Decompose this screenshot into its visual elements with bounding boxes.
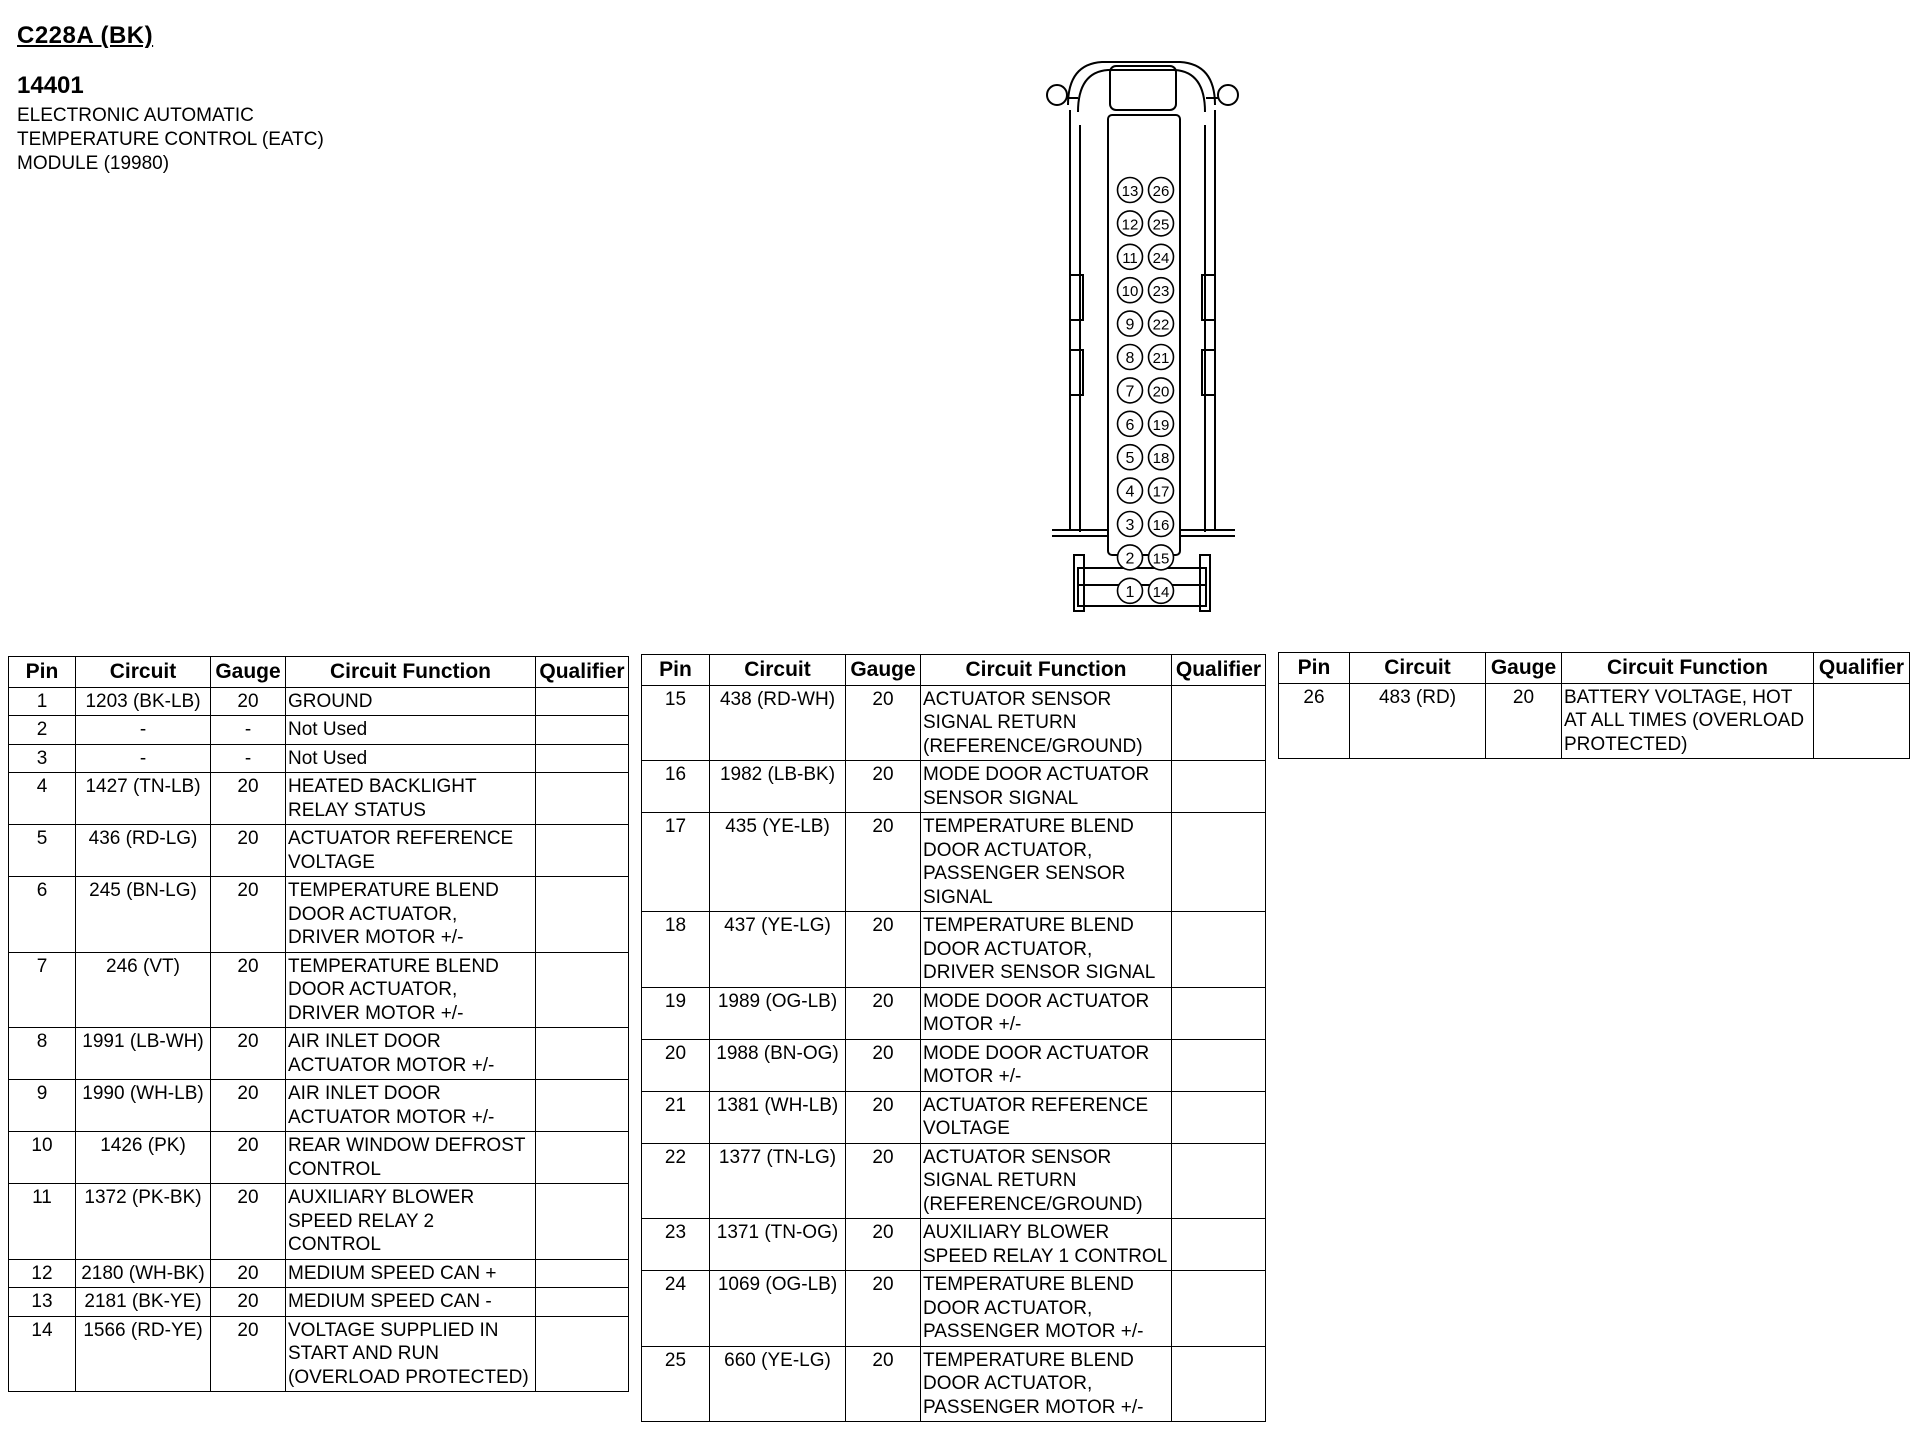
cell-pin: 12	[9, 1259, 76, 1288]
cell-circuit: 436 (RD-LG)	[76, 825, 211, 877]
cell-gauge: 20	[846, 1271, 921, 1347]
table-row	[9, 716, 629, 745]
cell-gauge: 20	[211, 952, 286, 1028]
table-row	[1279, 683, 1910, 759]
table-row	[9, 1184, 629, 1260]
cell-function: TEMPERATURE BLEND DOOR ACTUATOR, PASSENGER MOTOR +/-	[921, 1271, 1172, 1347]
table-row	[9, 825, 629, 877]
cell-pin: 16	[642, 761, 710, 813]
cell-qualifier	[1172, 685, 1266, 761]
table-row	[9, 1288, 629, 1317]
pin-number-label: 8	[1125, 350, 1135, 367]
column-header-pin: Pin	[642, 655, 710, 686]
pin-number-label: 15	[1152, 550, 1170, 568]
column-header-gauge: Gauge	[211, 657, 286, 688]
cell-gauge: 20	[211, 773, 286, 825]
cell-gauge: 20	[846, 1219, 921, 1271]
cell-gauge: 20	[211, 877, 286, 953]
table-header	[642, 655, 1266, 686]
cell-pin: 15	[642, 685, 710, 761]
table-row	[642, 912, 1266, 988]
cell-pin: 5	[9, 825, 76, 877]
cell-gauge: -	[211, 716, 286, 745]
pin-number-label: 4	[1125, 483, 1135, 501]
cell-circuit: 1371 (TN-OG)	[710, 1219, 846, 1271]
cell-pin: 4	[9, 773, 76, 825]
cell-circuit: 437 (YE-LG)	[710, 912, 846, 988]
column-header-pin: Pin	[9, 657, 76, 688]
document-header	[17, 22, 324, 176]
cell-gauge: 20	[211, 1184, 286, 1260]
cell-qualifier	[536, 825, 629, 877]
cell-gauge: 20	[211, 825, 286, 877]
cell-gauge: 20	[846, 1143, 921, 1219]
cell-function: TEMPERATURE BLEND DOOR ACTUATOR, PASSENGER MOTOR +/-	[921, 1346, 1172, 1422]
cell-qualifier	[536, 744, 629, 773]
pin-number-label: 3	[1125, 517, 1135, 534]
cell-gauge: 20	[211, 1132, 286, 1184]
cell-qualifier	[1172, 1091, 1266, 1143]
table-header	[9, 657, 629, 688]
cell-qualifier	[536, 1028, 629, 1080]
cell-pin: 17	[642, 813, 710, 912]
table-row	[642, 685, 1266, 761]
cell-pin: 11	[9, 1184, 76, 1260]
table-row	[642, 1039, 1266, 1091]
cell-function: MODE DOOR ACTUATOR SENSOR SIGNAL	[921, 761, 1172, 813]
cell-pin: 22	[642, 1143, 710, 1219]
pin-number-label: 6	[1125, 416, 1135, 434]
cell-circuit: 245 (BN-LG)	[76, 877, 211, 953]
pin-number-label: 18	[1152, 450, 1170, 468]
connector-pins	[1118, 178, 1174, 604]
pin-number-label: 19	[1152, 416, 1170, 434]
pinout-table-2	[641, 654, 1266, 1422]
cell-qualifier	[536, 1132, 629, 1184]
pin-number-label: 13	[1121, 183, 1139, 200]
table-row	[642, 1219, 1266, 1271]
cell-function: TEMPERATURE BLEND DOOR ACTUATOR, DRIVER SENSOR SIGNAL	[921, 912, 1172, 988]
cell-pin: 3	[9, 744, 76, 773]
cell-function: AIR INLET DOOR ACTUATOR MOTOR +/-	[286, 1080, 536, 1132]
column-header-circuit: Circuit	[1350, 653, 1486, 684]
cell-function: VOLTAGE SUPPLIED IN START AND RUN (OVERLOAD PROTECTED)	[286, 1316, 536, 1392]
cell-gauge: 20	[846, 1091, 921, 1143]
cell-qualifier	[536, 1288, 629, 1317]
column-header-circuit: Circuit	[76, 657, 211, 688]
table-row	[642, 987, 1266, 1039]
column-header-circuit: Circuit	[710, 655, 846, 686]
cell-circuit: 1991 (LB-WH)	[76, 1028, 211, 1080]
column-header-pin: Pin	[1279, 653, 1350, 684]
pinout-table-3	[1278, 652, 1910, 759]
pin-number-label: 14	[1152, 583, 1170, 601]
column-header-qualifier: Qualifier	[1172, 655, 1266, 686]
cell-pin: 19	[642, 987, 710, 1039]
pin-number-label: 5	[1125, 450, 1135, 468]
cell-qualifier	[1172, 1143, 1266, 1219]
pin-number-label: 16	[1152, 517, 1170, 534]
cell-qualifier	[536, 687, 629, 716]
connector-id: C228A (BK)	[17, 22, 154, 49]
pin-number-label: 11	[1122, 249, 1138, 267]
cell-circuit: 1203 (BK-LB)	[76, 687, 211, 716]
pin-number-label: 26	[1152, 183, 1170, 200]
cell-circuit: 1982 (LB-BK)	[710, 761, 846, 813]
pin-number-label: 20	[1152, 383, 1170, 401]
table-row	[642, 1091, 1266, 1143]
table-row	[9, 877, 629, 953]
cell-circuit: 1990 (WH-LB)	[76, 1080, 211, 1132]
cell-gauge: 20	[211, 1080, 286, 1132]
cell-function: ACTUATOR SENSOR SIGNAL RETURN (REFERENCE/GROUND)	[921, 685, 1172, 761]
cell-function: AUXILIARY BLOWER SPEED RELAY 1 CONTROL	[921, 1219, 1172, 1271]
cell-circuit: 1988 (BN-OG)	[710, 1039, 846, 1091]
cell-circuit: -	[76, 744, 211, 773]
cell-qualifier	[1172, 912, 1266, 988]
cell-pin: 18	[642, 912, 710, 988]
cell-gauge: 20	[211, 687, 286, 716]
pin-number-label: 1	[1125, 583, 1135, 601]
cell-circuit: 660 (YE-LG)	[710, 1346, 846, 1422]
cell-qualifier	[536, 773, 629, 825]
table-row	[642, 1143, 1266, 1219]
table-row	[9, 1316, 629, 1392]
cell-circuit: 1377 (TN-LG)	[710, 1143, 846, 1219]
column-header-function: Circuit Function	[1562, 653, 1814, 684]
cell-function: BATTERY VOLTAGE, HOT AT ALL TIMES (OVERLOAD PROTECTED)	[1562, 683, 1814, 759]
cell-pin: 2	[9, 716, 76, 745]
cell-qualifier	[536, 1316, 629, 1392]
pin-number-label: 2	[1125, 550, 1135, 568]
table-row	[9, 1028, 629, 1080]
cell-qualifier	[1172, 1039, 1266, 1091]
cell-function: Not Used	[286, 716, 536, 745]
cell-function: ACTUATOR REFERENCE VOLTAGE	[921, 1091, 1172, 1143]
cell-gauge: 20	[211, 1316, 286, 1392]
cell-function: AIR INLET DOOR ACTUATOR MOTOR +/-	[286, 1028, 536, 1080]
cell-circuit: 1426 (PK)	[76, 1132, 211, 1184]
cell-pin: 14	[9, 1316, 76, 1392]
column-header-gauge: Gauge	[846, 655, 921, 686]
cell-pin: 26	[1279, 683, 1350, 759]
cell-qualifier	[536, 877, 629, 953]
cell-qualifier	[1172, 1271, 1266, 1347]
cell-qualifier	[1172, 1346, 1266, 1422]
table-header	[1279, 653, 1910, 684]
cell-pin: 1	[9, 687, 76, 716]
cell-qualifier	[1172, 1219, 1266, 1271]
cell-pin: 20	[642, 1039, 710, 1091]
cell-gauge: -	[211, 744, 286, 773]
cell-circuit: 1381 (WH-LB)	[710, 1091, 846, 1143]
cell-function: AUXILIARY BLOWER SPEED RELAY 2 CONTROL	[286, 1184, 536, 1260]
cell-circuit: 438 (RD-WH)	[710, 685, 846, 761]
table-row	[642, 1271, 1266, 1347]
pin-number-label: 9	[1125, 316, 1135, 334]
cell-function: TEMPERATURE BLEND DOOR ACTUATOR, DRIVER MOTOR +/-	[286, 952, 536, 1028]
cell-function: TEMPERATURE BLEND DOOR ACTUATOR, PASSENGER SENSOR SIGNAL	[921, 813, 1172, 912]
pin-number-label: 22	[1152, 316, 1170, 334]
cell-function: MEDIUM SPEED CAN -	[286, 1288, 536, 1317]
table-row	[642, 813, 1266, 912]
table-row	[9, 952, 629, 1028]
pin-number-label: 7	[1125, 383, 1135, 401]
cell-qualifier	[1172, 987, 1266, 1039]
part-number: 14401	[17, 72, 84, 99]
cell-circuit: 1372 (PK-BK)	[76, 1184, 211, 1260]
table-row	[9, 1132, 629, 1184]
cell-pin: 6	[9, 877, 76, 953]
cell-gauge: 20	[846, 912, 921, 988]
cell-gauge: 20	[211, 1259, 286, 1288]
cell-circuit: 1566 (RD-YE)	[76, 1316, 211, 1392]
cell-gauge: 20	[846, 813, 921, 912]
cell-function: Not Used	[286, 744, 536, 773]
cell-qualifier	[1172, 813, 1266, 912]
pinout-table-1	[8, 656, 629, 1392]
cell-circuit: 2180 (WH-BK)	[76, 1259, 211, 1288]
table-row	[9, 773, 629, 825]
cell-pin: 21	[642, 1091, 710, 1143]
column-header-function: Circuit Function	[921, 655, 1172, 686]
connector-face-diagram	[1030, 50, 1255, 630]
pin-number-label: 10	[1121, 283, 1139, 301]
cell-pin: 8	[9, 1028, 76, 1080]
cell-circuit: -	[76, 716, 211, 745]
table-row	[642, 1346, 1266, 1422]
cell-function: MODE DOOR ACTUATOR MOTOR +/-	[921, 1039, 1172, 1091]
cell-pin: 10	[9, 1132, 76, 1184]
pin-number-label: 23	[1152, 283, 1170, 301]
cell-circuit: 1069 (OG-LB)	[710, 1271, 846, 1347]
pin-number-label: 25	[1152, 216, 1170, 234]
column-header-gauge: Gauge	[1486, 653, 1562, 684]
cell-function: ACTUATOR REFERENCE VOLTAGE	[286, 825, 536, 877]
cell-pin: 23	[642, 1219, 710, 1271]
cell-gauge: 20	[1486, 683, 1562, 759]
cell-qualifier	[536, 952, 629, 1028]
pin-number-label: 24	[1152, 249, 1170, 267]
cell-circuit: 1989 (OG-LB)	[710, 987, 846, 1039]
cell-circuit: 2181 (BK-YE)	[76, 1288, 211, 1317]
cell-circuit: 435 (YE-LB)	[710, 813, 846, 912]
table-row	[9, 687, 629, 716]
cell-pin: 9	[9, 1080, 76, 1132]
column-header-qualifier: Qualifier	[536, 657, 629, 688]
cell-pin: 13	[9, 1288, 76, 1317]
column-header-qualifier: Qualifier	[1814, 653, 1910, 684]
cell-gauge: 20	[846, 685, 921, 761]
cell-circuit: 246 (VT)	[76, 952, 211, 1028]
pin-number-label: 17	[1152, 483, 1170, 501]
table-row	[9, 1259, 629, 1288]
cell-gauge: 20	[846, 1039, 921, 1091]
cell-function: MEDIUM SPEED CAN +	[286, 1259, 536, 1288]
cell-pin: 7	[9, 952, 76, 1028]
cell-qualifier	[1172, 761, 1266, 813]
pin-number-label: 21	[1152, 350, 1170, 367]
cell-qualifier	[536, 716, 629, 745]
cell-gauge: 20	[211, 1028, 286, 1080]
cell-circuit: 483 (RD)	[1350, 683, 1486, 759]
cell-qualifier	[536, 1080, 629, 1132]
cell-gauge: 20	[846, 1346, 921, 1422]
table-row	[9, 744, 629, 773]
table-row	[9, 1080, 629, 1132]
cell-gauge: 20	[846, 987, 921, 1039]
cell-gauge: 20	[211, 1288, 286, 1317]
cell-qualifier	[536, 1259, 629, 1288]
cell-qualifier	[536, 1184, 629, 1260]
cell-function: GROUND	[286, 687, 536, 716]
column-header-function: Circuit Function	[286, 657, 536, 688]
cell-pin: 25	[642, 1346, 710, 1422]
table-row	[642, 761, 1266, 813]
pin-number-label: 12	[1121, 216, 1139, 234]
cell-function: REAR WINDOW DEFROST CONTROL	[286, 1132, 536, 1184]
cell-function: MODE DOOR ACTUATOR MOTOR +/-	[921, 987, 1172, 1039]
cell-function: ACTUATOR SENSOR SIGNAL RETURN (REFERENCE/GROUND)	[921, 1143, 1172, 1219]
cell-circuit: 1427 (TN-LB)	[76, 773, 211, 825]
cell-function: TEMPERATURE BLEND DOOR ACTUATOR, DRIVER MOTOR +/-	[286, 877, 536, 953]
cell-pin: 24	[642, 1271, 710, 1347]
cell-function: HEATED BACKLIGHT RELAY STATUS	[286, 773, 536, 825]
component-description: ELECTRONIC AUTOMATIC TEMPERATURE CONTROL (EATC) MODULE (19980)	[17, 105, 324, 174]
cell-gauge: 20	[846, 761, 921, 813]
cell-qualifier	[1814, 683, 1910, 759]
